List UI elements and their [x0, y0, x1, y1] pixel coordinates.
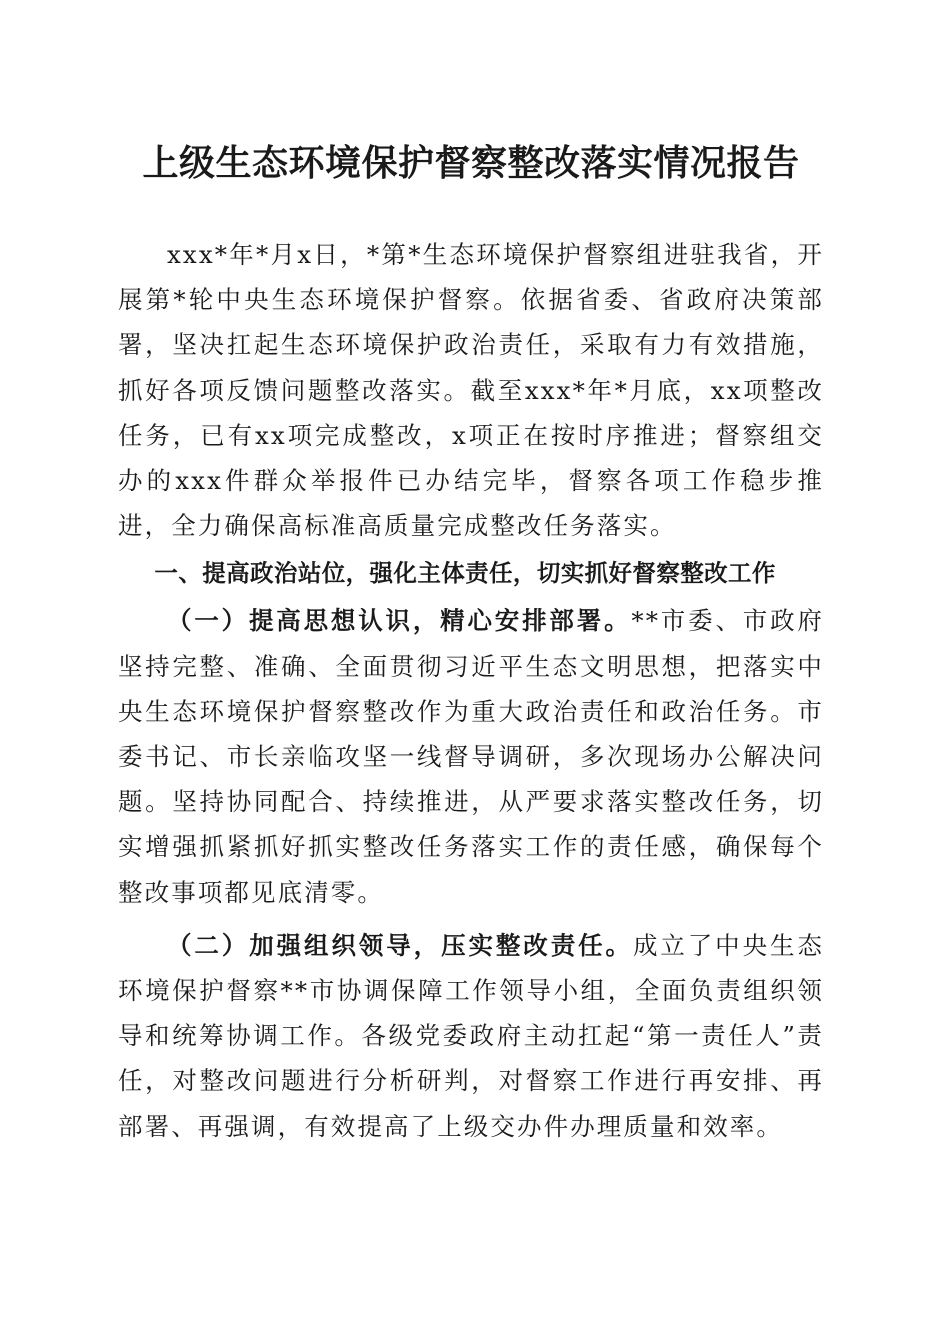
item-lead: （二）加强组织领导，压实整改责任。	[167, 930, 633, 960]
section-item-paragraph	[118, 598, 824, 914]
item-text: **市委、市政府坚持完整、准确、全面贯彻习近平生态文明思想，把落实中央生态环境保护督察整改作为重大政治责任和政治任务。市委书记、市长亲临攻坚一线督导调研，多次现场办公解决问题。坚持协同配合、持续推进，从严要求落实整改任务，切实增强抓紧抓好抓实整改任务落实工作的责任感，确保每个整改事项都见底清零。	[118, 606, 824, 907]
item-lead: （一）提高思想认识，精心安排部署。	[167, 606, 632, 636]
document-page	[118, 0, 824, 1344]
document-body	[118, 232, 824, 1149]
section-item-paragraph	[118, 923, 824, 1149]
item-text: 成立了中央生态环境保护督察**市协调保障工作领导小组，全面负责组织领导和统筹协调工作。各级党委政府主动扛起“第一责任人”责任，对整改问题进行分析研判，对督察工作进行再安排、再部署、再强调，有效提高了上级交办件办理质量和效率。	[118, 930, 825, 1141]
intro-paragraph: xxx*年*月x日，*第*生态环境保护督察组进驻我省，开展第*轮中央生态环境保护督察。依据省委、省政府决策部署，坚决扛起生态环境保护政治责任，采取有力有效措施，抓好各项反馈问题整改落实。截至xxx*年*月底，xx项整改任务，已有xx项完成整改，x项正在按时序推进；督察组交办的xxx件群众举报件已办结完毕，督察各项工作稳步推进，全力确保高标准高质量完成整改任务落实。	[118, 240, 824, 541]
document-title: 上级生态环境保护督察整改落实情况报告	[142, 142, 800, 184]
section-heading: 一、提高政治站位，强化主体责任，切实抓好督察整改工作	[154, 559, 776, 588]
